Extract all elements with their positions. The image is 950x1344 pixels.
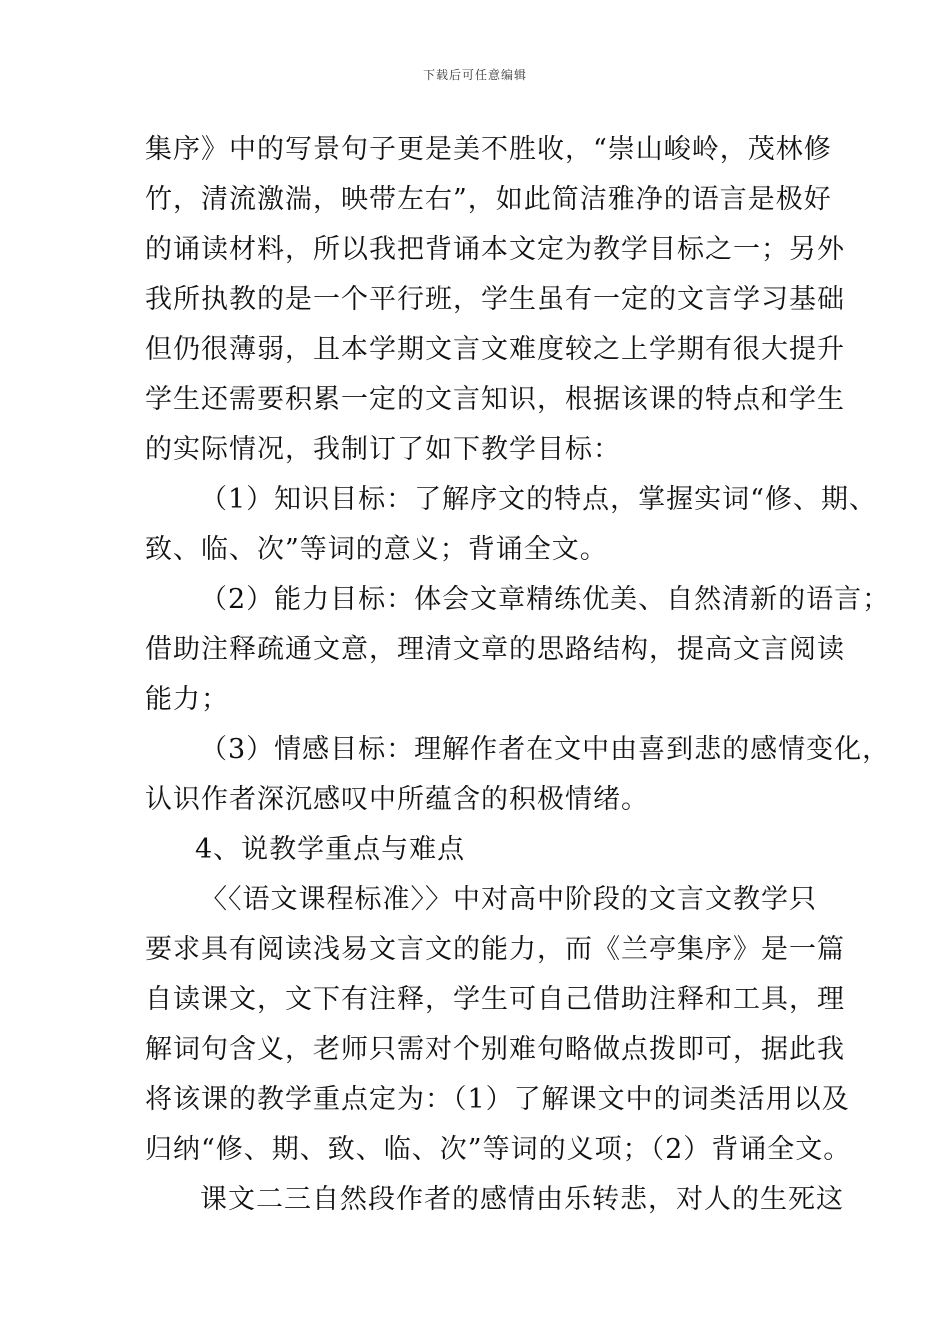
text-line: （3）情感目标：理解作者在文中由喜到悲的感情变化， [200, 734, 891, 765]
text-line: 〈〈语文课程标准〉〉中对高中阶段的文言文教学只 [200, 884, 817, 915]
text-line: 自读课文，文下有注释，学生可自己借助注释和工具，理 [145, 984, 845, 1015]
text-line: （2）能力目标：体会文章精练优美、自然清新的语言； [200, 584, 891, 615]
text-line: 的实际情况，我制订了如下教学目标： [145, 434, 621, 465]
text-line: 借助注释疏通文意，理清文章的思路结构，提高文言阅读 [145, 634, 845, 665]
text-line: 认识作者深沉感叹中所蕴含的积极情绪。 [145, 784, 649, 815]
text-line: （1）知识目标：了解序文的特点，掌握实词“修、期、 [200, 484, 877, 515]
text-line: 的诵读材料，所以我把背诵本文定为教学目标之一；另外 [145, 234, 845, 265]
text-line: 将该课的教学重点定为：（1）了解课文中的词类活用以及 [145, 1084, 850, 1115]
text-line: 能力； [145, 684, 229, 715]
section-heading: 4、说教学重点与难点 [195, 834, 466, 865]
text-line: 但仍很薄弱，且本学期文言文难度较之上学期有很大提升 [145, 334, 845, 365]
text-line: 集序》中的写景句子更是美不胜收，“崇山峻岭，茂林修 [145, 134, 832, 165]
text-line: 学生还需要积累一定的文言知识，根据该课的特点和学生 [145, 384, 845, 415]
text-line: 要求具有阅读浅易文言文的能力，而《兰亭集序》是一篇 [145, 934, 845, 965]
text-line: 致、临、次”等词的意义；背诵全文。 [145, 534, 608, 565]
text-line: 课文二三自然段作者的感情由乐转悲，对人的生死这 [200, 1184, 844, 1215]
text-line: 我所执教的是一个平行班，学生虽有一定的文言学习基础 [145, 284, 845, 315]
page-header-note: 下载后可任意编辑 [422, 68, 527, 82]
text-line: 竹，清流激湍，映带左右”，如此简洁雅净的语言是极好 [145, 184, 832, 215]
text-line: 归纳“修、期、致、临、次”等词的义项；（2）背诵全文。 [145, 1134, 852, 1165]
text-line: 解词句含义，老师只需对个别难句略做点拨即可，据此我 [145, 1034, 845, 1065]
